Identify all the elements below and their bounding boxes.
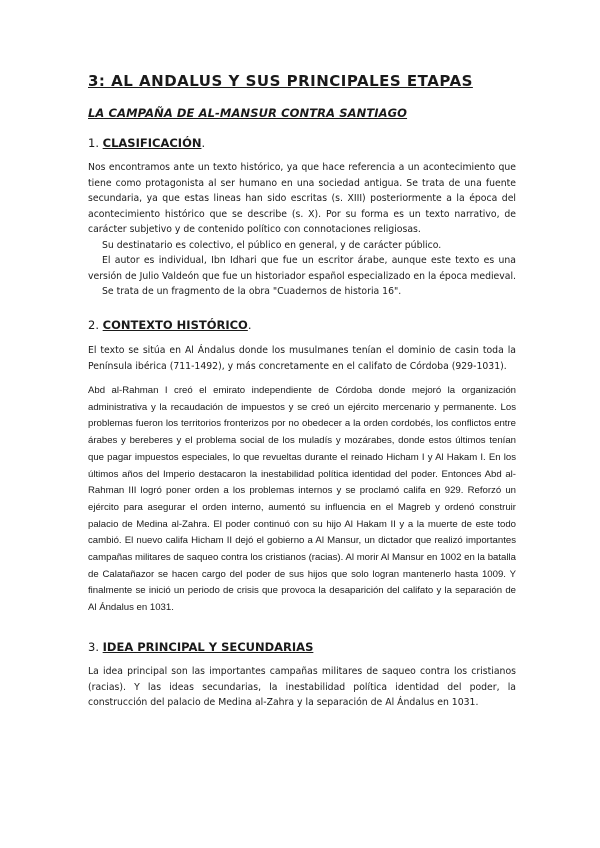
section-2-heading: 2. CONTEXTO HISTÓRICO. — [88, 318, 252, 332]
section-3-body — [88, 664, 516, 711]
section-3-title: IDEA PRINCIPAL Y SECUNDARIAS — [102, 640, 314, 654]
paragraph: El texto se sitúa en Al Ándalus donde los musulmanes tenían el dominio de casin toda la Península ibérica (711-1492), y más concretamente en el califato de Córdoba (929-1031). — [88, 345, 516, 372]
section-2-title: CONTEXTO HISTÓRICO — [102, 318, 248, 332]
paragraph: Se trata de un fragmento de la obra "Cuadernos de historia 16". — [102, 286, 402, 297]
section-1-body — [88, 160, 516, 300]
section-1-number: 1 — [88, 136, 96, 150]
paragraph: Nos encontramos ante un texto histórico, ya que hace referencia a un acontecimiento que tiene como protagonista al ser humano en una sociedad antigua. Se trata de una fuente secundaria, ya que estas lineas han sido escritas (s. XIII) posteriormente a la época del acontecimiento histórico que se describe (s. X). Por su forma es un texto narrativo, de carácter subjetivo y de contenido político con connotaciones religiosas. — [88, 162, 516, 235]
section-3-heading: 3. IDEA PRINCIPAL Y SECUNDARIAS — [88, 640, 314, 654]
paragraph: La idea principal son las importantes campañas militares de saqueo contra los cristianos (racias). Y las ideas secundarias, la inestabilidad política identidad del poder, la construcción del palacio de Medina al-Zahra y la separación de Al Ándalus en 1031. — [88, 666, 516, 708]
paragraph: Su destinatario es colectivo, el público en general, y de carácter público. — [102, 239, 442, 251]
document-subtitle: LA CAMPAÑA DE AL-MANSUR CONTRA SANTIAGO — [88, 106, 408, 120]
paragraph: Abd al-Rahman I creó el emirato independiente de Córdoba donde mejoró la organización administrativa y la recaudación de impuestos y se creó un ejército mercenario y permanente. Los problemas fueron los territorios fronterizos por no obedecer a la orden cordobés, los conflictos entre árabes y bereberes y el problema social de los muladís y mozárabes, donde estos últimos tenían que pagar impuestos especiales, lo que revueltas durante el reinado Hicham I y Al Hakam I. En los últimos años del Imperio destacaron la inestabilidad política identidad del poder. Entonces Abd al-Rahman III logró poner orden a los problemas internos y se proclamó califa en 929. Reforzó un ejército para asegurar el orden interno, aumentó su influencia en el Magreb y ordenó construir palacio de Medina al-Zahra. El poder continuó con su hijo Al Hakam II y a la muerte de este todo cambió. El nuevo califa Hicham II dejó el gobierno a Al Mansur, un dictador que realizó importantes campañas militares de saqueo contra los cristianos (racias). Al morir Al Mansur en 1002 en la batalla de Calatañazor se hacen cargo del poder de sus hijos que solo logran mantenerlo hasta 1009. Y finalmente se inició un periodo de crisis que provoca la desaparición del califato y la separación de Al Ándalus en 1031. — [88, 385, 516, 614]
section-3-number: 3 — [88, 640, 96, 654]
section-1-title: CLASIFICACIÓN — [102, 136, 202, 150]
document-title: 3: AL ANDALUS Y SUS PRINCIPALES ETAPAS — [88, 72, 473, 90]
section-2-intro — [88, 343, 516, 374]
section-1-heading: 1. CLASIFICACIÓN. — [88, 136, 206, 150]
paragraph: El autor es individual, Ibn Idhari que fue un escritor árabe, aunque este texto es una versión de Julio Valdeón que fue un historiador español especializado en la época medieval. — [88, 255, 517, 282]
section-2-body — [88, 383, 516, 617]
section-2-number: 2 — [88, 318, 96, 332]
